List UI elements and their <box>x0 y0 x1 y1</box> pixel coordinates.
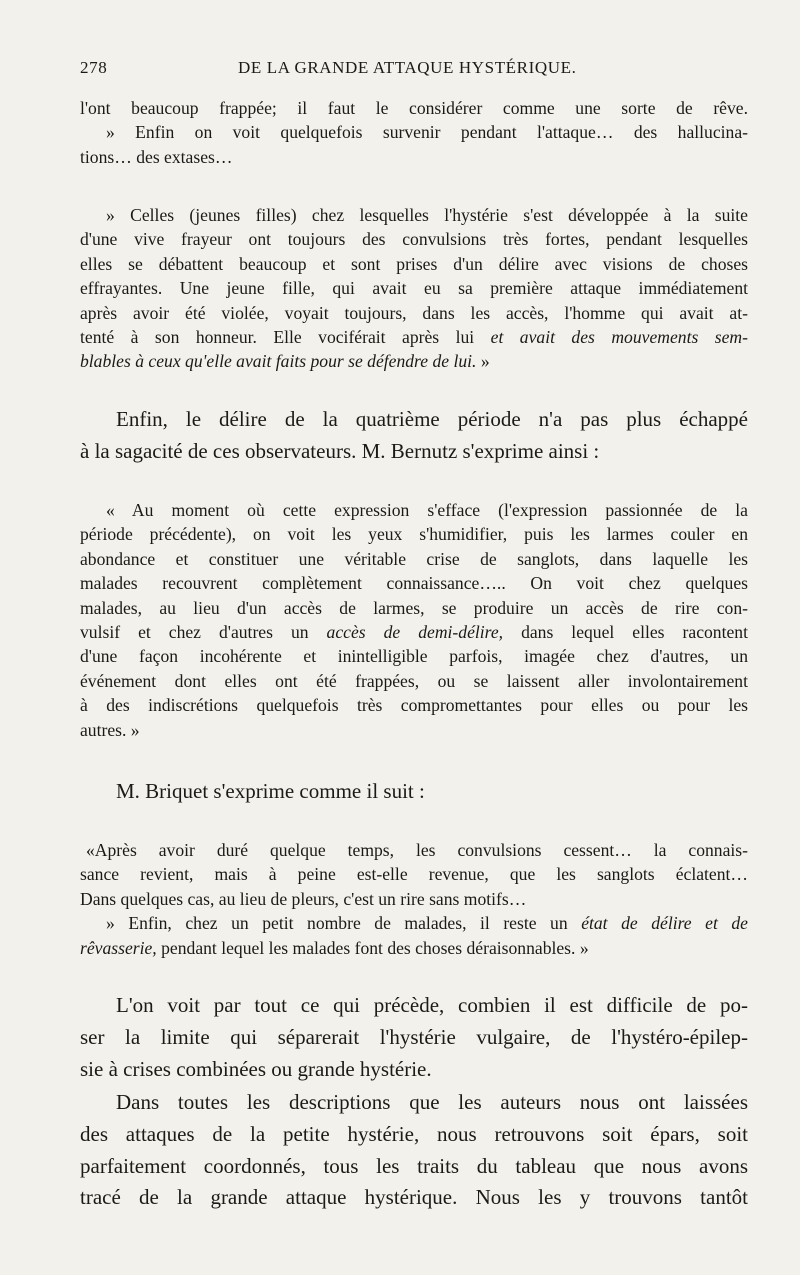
text-line: effrayantes. Une jeune fille, qui avait eu sa première attaque immédiatement <box>80 278 748 299</box>
text-line: «Après avoir duré quelque temps, les convulsions cessent… la connais- <box>86 840 748 860</box>
paragraph-bernutz-intro <box>80 404 748 468</box>
text-line: » Celles (jeunes filles) chez lesquelles l'hystérie s'est développée à la suite <box>106 205 748 225</box>
text-line: malades recouvrent complètement connaissance….. On voit chez quelques <box>80 573 748 594</box>
quote-block-bernutz <box>80 498 748 742</box>
text-line: tracé de la grande attaque hystérique. Nous les y trouvons tantôt <box>80 1185 748 1210</box>
text-line <box>80 620 748 644</box>
text-line: sie à crises combinées ou grande hystérie. <box>80 1056 432 1081</box>
text-line: à la sagacité de ces observateurs. M. Bernutz s'exprime ainsi : <box>80 438 600 463</box>
text-span: dans lequel elles racontent <box>521 621 748 642</box>
text-span: » <box>480 351 490 372</box>
italic-span: et avait des mouvements sem- <box>490 326 748 347</box>
quote-block-briquet <box>80 838 748 960</box>
text-line <box>80 349 748 373</box>
text-line: d'une façon incohérente et inintelligible parfois, imagée chez d'autres, un <box>80 646 748 667</box>
text-line: elles se débattent beaucoup et sont prises d'un délire avec visions de choses <box>80 253 748 274</box>
paragraph-briquet-intro <box>80 776 748 808</box>
text-line: autres. » <box>80 719 140 740</box>
page-header <box>80 58 740 84</box>
text-line: malades, au lieu d'un accès de larmes, se produire un accès de rire con- <box>80 597 748 618</box>
quote-block-continuation <box>80 96 748 169</box>
text-line: événement dont elles ont été frappées, ou se laissent aller involontairement <box>80 670 748 691</box>
text-line <box>80 325 748 349</box>
text-line: Enfin, le délire de la quatrième période n'a pas plus échappé <box>116 407 748 431</box>
text-line: « Au moment où cette expression s'efface (l'expression passionnée de la <box>106 500 748 520</box>
text-span: pendant lequel les malades font des choses déraisonnables. » <box>161 937 589 958</box>
italic-span: accès de demi-délire, <box>326 621 504 642</box>
text-line <box>80 936 748 960</box>
running-title: DE LA GRANDE ATTAQUE HYSTÉRIQUE. <box>238 58 577 77</box>
text-line: » Enfin on voit quelquefois survenir pendant l'attaque… des hallucina- <box>106 122 748 143</box>
text-line: après avoir été violée, voyait toujours, dans les accès, l'homme qui avait at- <box>80 302 748 323</box>
quote-block-frayeur <box>80 203 748 374</box>
text-span: » Enfin, chez un petit nombre de malades, il reste un <box>106 913 568 934</box>
text-span: vulsif et chez d'autres un <box>80 621 309 642</box>
paragraph-descriptions <box>80 1087 748 1214</box>
text-line: Dans toutes les descriptions que les auteurs nous ont laissées <box>116 1090 748 1114</box>
text-line: période précédente), on voit les yeux s'humidifier, puis les larmes couler en <box>80 524 748 545</box>
text-line: tions… des extases… <box>80 146 233 167</box>
text-span: tenté à son honneur. Elle vociférait après lui <box>80 326 475 347</box>
italic-span: rêvasserie, <box>80 937 157 958</box>
text-line: à des indiscrétions quelquefois très compromettantes pour elles ou pour les <box>80 695 748 716</box>
italic-span: blables à ceux qu'elle avait faits pour se défendre de lui. <box>80 351 477 372</box>
page-number: 278 <box>80 58 108 77</box>
italic-span: état de délire et de <box>581 913 748 934</box>
text-line: L'on voit par tout ce qui précède, combien il est difficile de po- <box>116 993 748 1017</box>
paragraph-limite <box>80 990 748 1085</box>
text-line: ser la limite qui séparerait l'hystérie vulgaire, de l'hystéro-épilep- <box>80 1024 748 1049</box>
text-line: abondance et constituer une véritable crise de sanglots, dans laquelle les <box>80 548 748 569</box>
text-line: l'ont beaucoup frappée; il faut le considérer comme une sorte de rêve. <box>80 98 748 118</box>
text-line: parfaitement coordonnés, tous les traits du tableau que nous avons <box>80 1153 748 1178</box>
text-line: Dans quelques cas, au lieu de pleurs, c'est un rire sans motifs… <box>80 888 527 909</box>
text-line <box>80 911 748 935</box>
text-line: des attaques de la petite hystérie, nous retrouvons soit épars, soit <box>80 1121 748 1146</box>
text-line: M. Briquet s'exprime comme il suit : <box>116 779 425 803</box>
text-line: d'une vive frayeur ont toujours des convulsions très fortes, pendant lesquelles <box>80 229 748 250</box>
text-line: sance revient, mais à peine est-elle revenue, que les sanglots éclatent… <box>80 864 748 885</box>
